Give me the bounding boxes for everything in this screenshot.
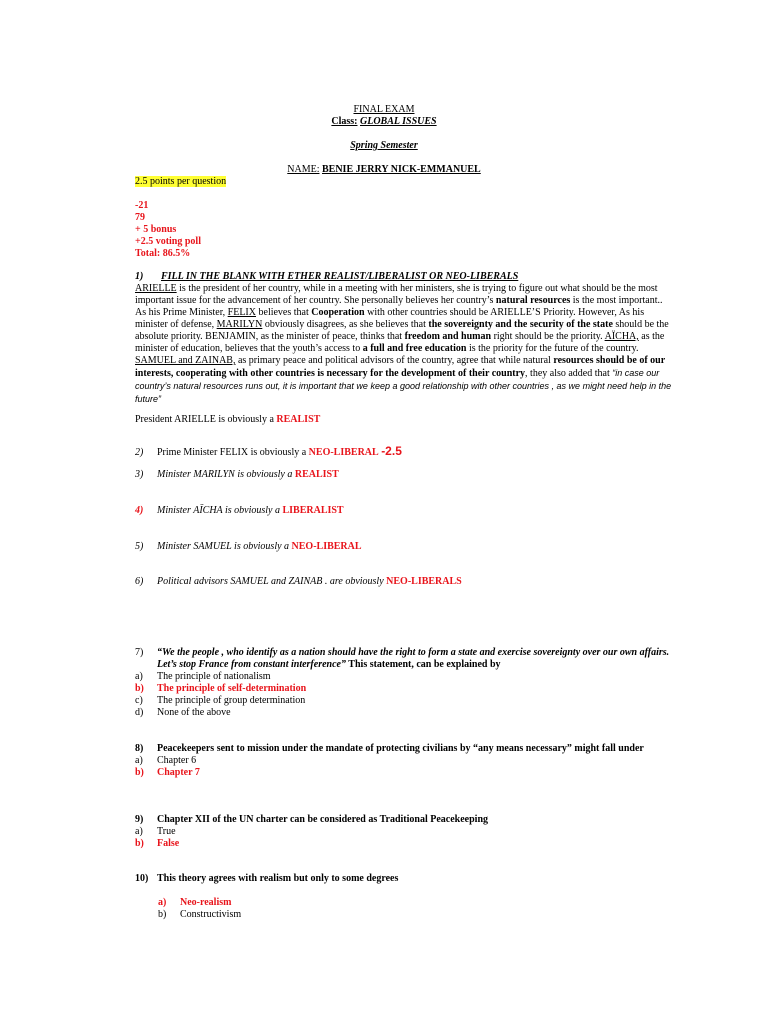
q7-option-d[interactable]: d) None of the above [135, 707, 231, 718]
name-marilyn: MARILYN [216, 319, 263, 330]
answer-5: 5) Minister SAMUEL is obviously a NEO-LIBERAL [135, 541, 362, 552]
name-felix: FELIX [227, 307, 256, 318]
question-10: 10) This theory agrees with realism but only to some degrees [135, 873, 399, 884]
q7-option-a[interactable]: a) The principle of nationalism [135, 671, 271, 682]
answer-4: 4) Minister AÏCHA is obviously a LIBERALIST [135, 505, 344, 516]
score-bonus: + 5 bonus [135, 224, 177, 235]
name-samuel-zainab: SAMUEL and ZAINAB, [135, 355, 236, 366]
question-7: 7) “We the people , who identify as a nation should have the right to form a state and exercise sovereignty over our own affairs. [135, 647, 670, 658]
answer-1: President ARIELLE is obviously a REALIST [135, 414, 321, 425]
answer-3: 3) Minister MARILYN is obviously a REALIST [135, 469, 339, 480]
points-note: 2.5 points per question [135, 176, 227, 187]
question-8: 8) Peacekeepers sent to mission under the mandate of protecting civilians by “any means necessary” might fall under [135, 743, 644, 754]
name-aicha: AÏCHA, [604, 331, 639, 342]
score-deduction: -21 [135, 200, 149, 211]
q9-option-a[interactable]: a) True [135, 826, 176, 837]
score-total: Total: 86.5% [135, 248, 191, 259]
q8-option-b[interactable]: b) Chapter 7 [135, 767, 200, 778]
score-voting: +2.5 voting poll [135, 236, 201, 247]
student-name: NAME: BENIE JERRY NICK-EMMANUEL [287, 164, 481, 175]
q7-option-b[interactable]: b) The principle of self-determination [135, 683, 307, 694]
exam-title: FINAL EXAM [353, 104, 415, 115]
scenario-paragraph: ARIELLE is the president of her country, while in a meeting with her ministers, she is trying to figure out what should be the most important issue for the advancement of her country. She personally believes her country’s natural resources is the most important.. As his Prime Minister, FELIX believes that Cooperation with other countries should be ARIELLE’S Priority. However, As his minister of defense, MARILYN obviously disagrees, as she believes that the sovereignty and the security of the state should be the absolute priority. BENJAMIN, as the minister of peace, thinks that freedom and human right should be the priority. AÏCHA, as the minister of education, believes that the youth’s access to a full and free education is the priority for the future of the country. SAMUEL and ZAINAB, as primary peace and political advisors of the country, agree that while natural resources should be of our interests, cooperating with other countries is necessary for the development of their country, they also added that “in case our country’s natural resources runs out, it is important that we keep a good relationship with other countries , as we might need help in the future” [135, 283, 672, 404]
score-base: 79 [135, 212, 145, 223]
q10-option-b[interactable]: b) Constructivism [158, 909, 242, 920]
deduction-mark: -2.5 [381, 444, 402, 458]
question-9: 9) Chapter XII of the UN charter can be considered as Traditional Peacekeeping [135, 814, 489, 825]
class-line: Class: GLOBAL ISSUES [331, 116, 437, 127]
q8-option-a[interactable]: a) Chapter 6 [135, 755, 197, 766]
q10-option-a[interactable]: a) Neo-realism [158, 897, 232, 908]
name-arielle: ARIELLE [135, 283, 177, 294]
semester: Spring Semester [350, 140, 418, 151]
q7-option-c[interactable]: c) The principle of group determination [135, 695, 306, 706]
answer-2: 2) Prime Minister FELIX is obviously a NEO-LIBERAL -2.5 [135, 444, 402, 458]
section1-heading: 1) FILL IN THE BLANK WITH ETHER REALIST/LIBERALIST OR NEO-LIBERALS [135, 271, 519, 282]
question-7-line2: Let’s stop France from constant interference” This statement, can be explained by [157, 659, 501, 670]
q9-option-b[interactable]: b) False [135, 838, 180, 849]
answer-6: 6) Political advisors SAMUEL and ZAINAB . are obviously NEO-LIBERALS [135, 576, 462, 587]
